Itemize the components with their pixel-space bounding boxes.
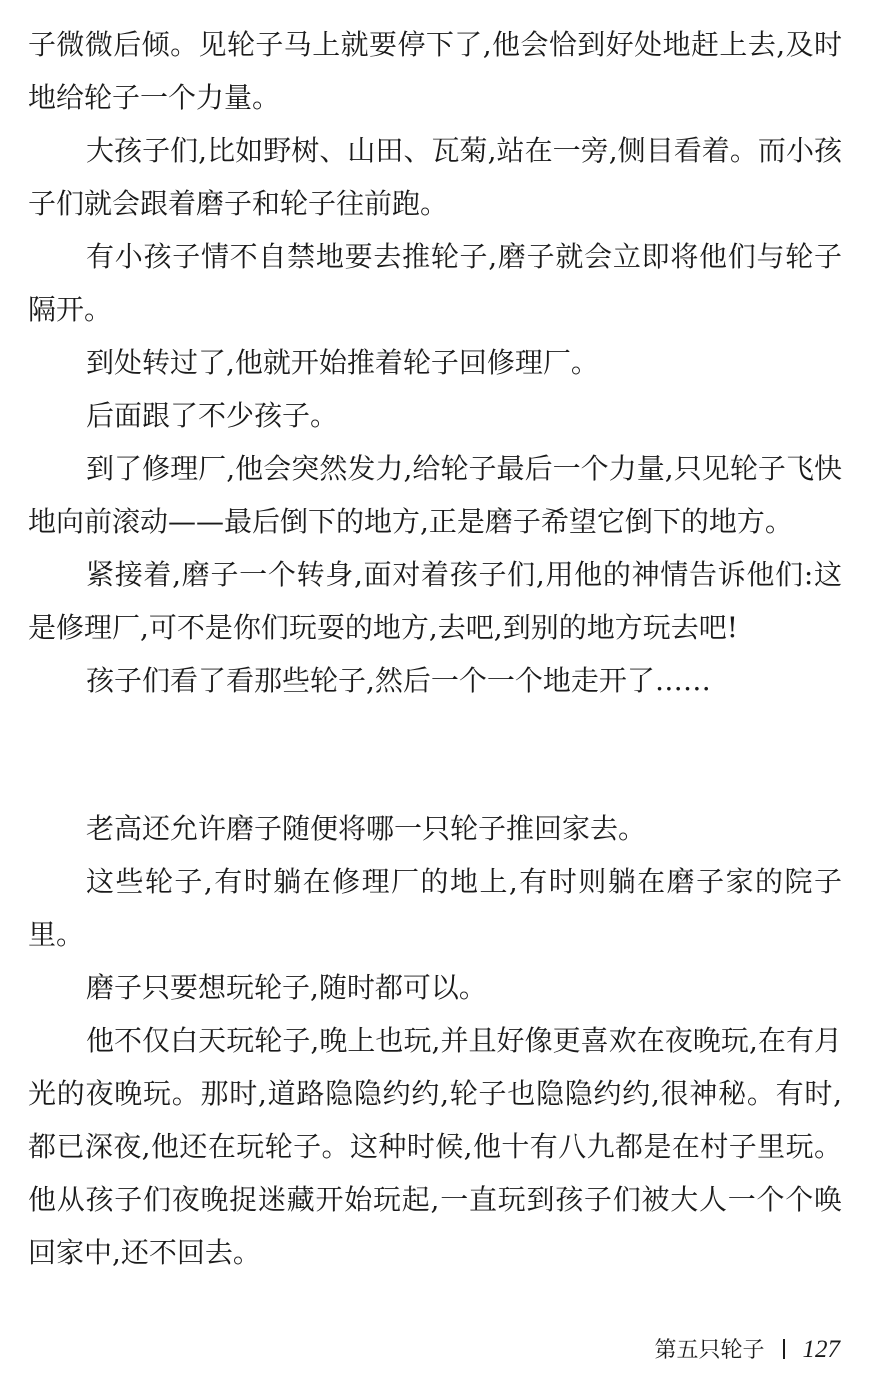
paragraph: 孩子们看了看那些轮子,然后一个一个地走开了……	[86, 664, 711, 697]
paragraph: 紧接着,磨子一个转身,面对着孩子们,用他的神情告诉他们:这是修理厂,可不是你们玩耍的地方,去吧,到别的地方玩去吧!	[28, 558, 842, 644]
footer-divider	[783, 1339, 785, 1359]
paragraph: 有小孩子情不自禁地要去推轮子,磨子就会立即将他们与轮子隔开。	[28, 240, 842, 326]
page-number: 127	[802, 1336, 840, 1363]
paragraph: 磨子只要想玩轮子,随时都可以。	[86, 971, 487, 1004]
paragraph: 老高还允许磨子随便将哪一只轮子推回家去。	[86, 812, 647, 845]
paragraph: 到处转过了,他就开始推着轮子回修理厂。	[86, 346, 599, 379]
paragraph: 后面跟了不少孩子。	[86, 399, 339, 432]
paragraph: 这些轮子,有时躺在修理厂的地上,有时则躺在磨子家的院子里。	[28, 865, 842, 951]
paragraph: 到了修理厂,他会突然发力,给轮子最后一个力量,只见轮子飞快地向前滚动——最后倒下的地方,正是磨子希望它倒下的地方。	[28, 452, 842, 538]
text-section-bottom	[28, 802, 842, 1279]
page-footer	[0, 1330, 840, 1370]
text-section-top	[28, 18, 842, 707]
chapter-title: 第五只轮子	[654, 1338, 765, 1363]
paragraph: 他不仅白天玩轮子,晚上也玩,并且好像更喜欢在夜晚玩,在有月光的夜晚玩。那时,道路隐隐约约,轮子也隐隐约约,很神秘。有时,都已深夜,他还在玩轮子。这种时候,他十有八九都是在村子里玩。他从孩子们夜晚捉迷藏开始玩起,一直玩到孩子们被大人一个个唤回家中,还不回去。	[28, 1024, 842, 1269]
paragraph-continued: 子微微后倾。见轮子马上就要停下了,他会恰到好处地赶上去,及时地给轮子一个力量。	[28, 28, 842, 114]
paragraph: 大孩子们,比如野树、山田、瓦菊,站在一旁,侧目看着。而小孩子们就会跟着磨子和轮子往前跑。	[28, 134, 842, 220]
